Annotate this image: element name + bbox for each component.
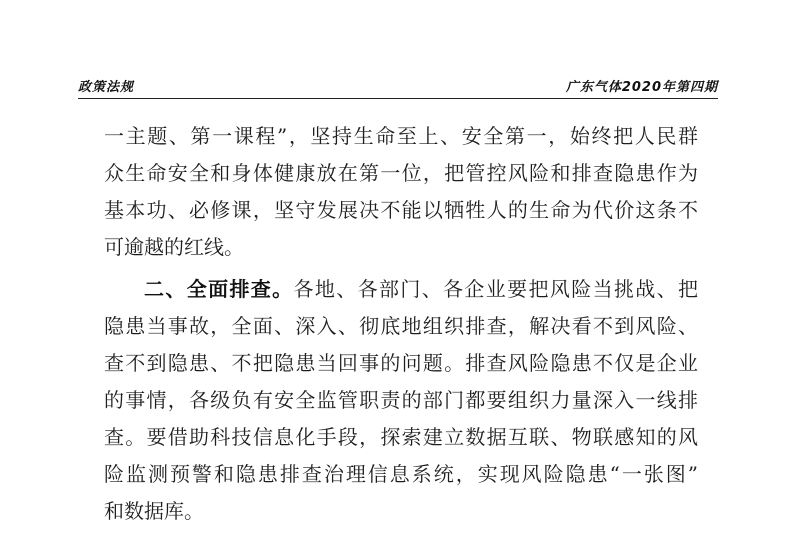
text-line-first [104, 271, 698, 308]
text-line: 众生命安全和身体健康放在第一位，把管控风险和排查隐患作为 [104, 161, 698, 185]
section-title: 政策法规 [78, 80, 135, 95]
journal-issue: 广东气体2020年第四期 [565, 80, 718, 95]
text-line: 的事情，各级负有安全监管职责的部门都要组织力量深入一线排 [104, 388, 698, 412]
text-line: 一主题、第一课程”，坚持生命至上、安全第一，始终把人民群 [104, 124, 698, 148]
paragraph-1 [104, 118, 698, 266]
text-line: 险监测预警和隐患排查治理信息系统，实现风险隐患“一张图” [104, 462, 698, 486]
text-line: 查。要借助科技信息化手段，探索建立数据互联、物联感知的风 [104, 425, 698, 449]
text-line: 基本功、必修课，坚守发展决不能以牺牲人的生命为代价这条不 [104, 198, 698, 222]
text-line: 可逾越的红线。 [104, 235, 244, 259]
article-body [104, 118, 698, 530]
text-line: 隐患当事故，全面、深入、彻底地组织排查，解决看不到风险、 [104, 314, 698, 338]
text-line: 查不到隐患、不把隐患当回事的问题。排查风险隐患不仅是企业 [104, 351, 698, 375]
text-line: 和数据库。 [104, 499, 204, 523]
section-heading: 二、全面排查。 [144, 277, 294, 301]
paragraph-2 [104, 271, 698, 530]
text-line-rest: 各地、各部门、各企业要把风险当挑战、把 [293, 277, 699, 301]
running-header [78, 74, 718, 99]
